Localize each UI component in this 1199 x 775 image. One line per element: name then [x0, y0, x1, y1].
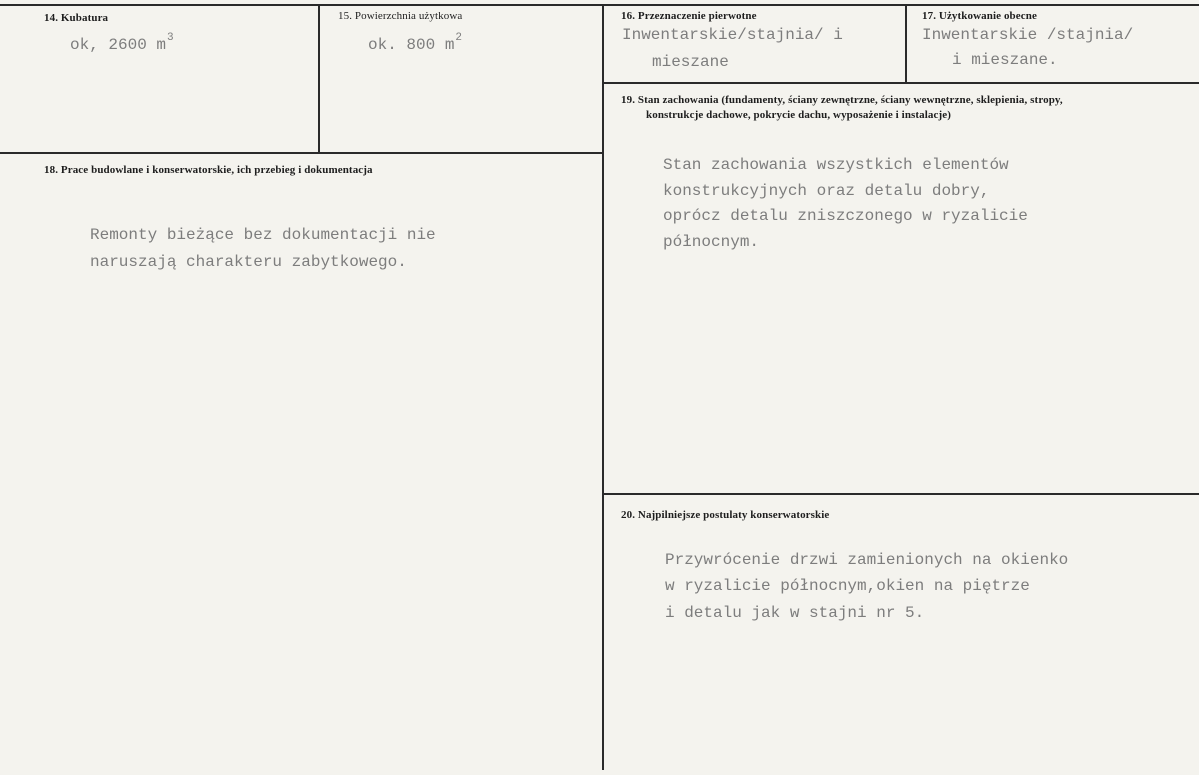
top-border	[0, 4, 1199, 6]
field-15-label: 15. Powierzchnia użytkowa	[338, 10, 463, 22]
divider-v-16-17	[905, 4, 907, 83]
field-14-unit-sup: 3	[167, 32, 174, 44]
field-18-label: 18. Prace budowlane i konserwatorskie, ich przebieg i dokumentacja	[44, 164, 373, 176]
field-19-line-2: konstrukcyjnych oraz detalu dobry,	[663, 182, 990, 200]
field-14-label: 14. Kubatura	[44, 12, 109, 24]
field-18-line-1: Remonty bieżące bez dokumentacji nie	[90, 226, 436, 244]
field-17-line-1: Inwentarskie /stajnia/	[922, 26, 1134, 44]
divider-v-14-15	[318, 4, 320, 153]
field-20-line-3: i detalu jak w stajni nr 5.	[665, 604, 925, 622]
field-20-line-2: w ryzalicie północnym,okien na piętrze	[665, 577, 1030, 595]
field-17-line-2: i mieszane.	[952, 51, 1058, 69]
field-19-line-1: Stan zachowania wszystkich elementów	[663, 156, 1009, 174]
field-19-line-4: północnym.	[663, 233, 760, 251]
field-20-line-1: Przywrócenie drzwi zamienionych na okienko	[665, 551, 1069, 569]
field-17-label: 17. Użytkowanie obecne	[922, 10, 1037, 22]
divider-h-17-19	[603, 82, 1199, 84]
field-19-label-line-2: konstrukcje dachowe, pokrycie dachu, wyposażenie i instalacje)	[646, 109, 952, 121]
field-16-label: 16. Przeznaczenie pierwotne	[621, 10, 757, 22]
field-16-line-2: mieszane	[652, 53, 729, 71]
divider-h-19-20	[603, 493, 1199, 495]
field-15-value	[368, 32, 463, 54]
field-19-label-line-1: 19. Stan zachowania (fundamenty, ściany zewnętrzne, ściany wewnętrzne, sklepienia, stropy,	[621, 94, 1063, 106]
field-20-label: 20. Najpilniejsze postulaty konserwatorskie	[621, 509, 830, 521]
field-15-value-text: ok. 800 m	[368, 36, 455, 54]
field-15-unit-sup: 2	[455, 32, 463, 44]
field-14-value-text: ok, 2600 m	[70, 36, 167, 54]
divider-h-15-18	[0, 152, 604, 154]
field-19-line-3: oprócz detalu zniszczonego w ryzalicie	[663, 207, 1028, 225]
field-14-value	[70, 32, 174, 54]
divider-v-main	[602, 4, 604, 770]
field-16-line-1: Inwentarskie/stajnia/ i	[622, 26, 843, 44]
field-18-line-2: naruszają charakteru zabytkowego.	[90, 253, 407, 271]
